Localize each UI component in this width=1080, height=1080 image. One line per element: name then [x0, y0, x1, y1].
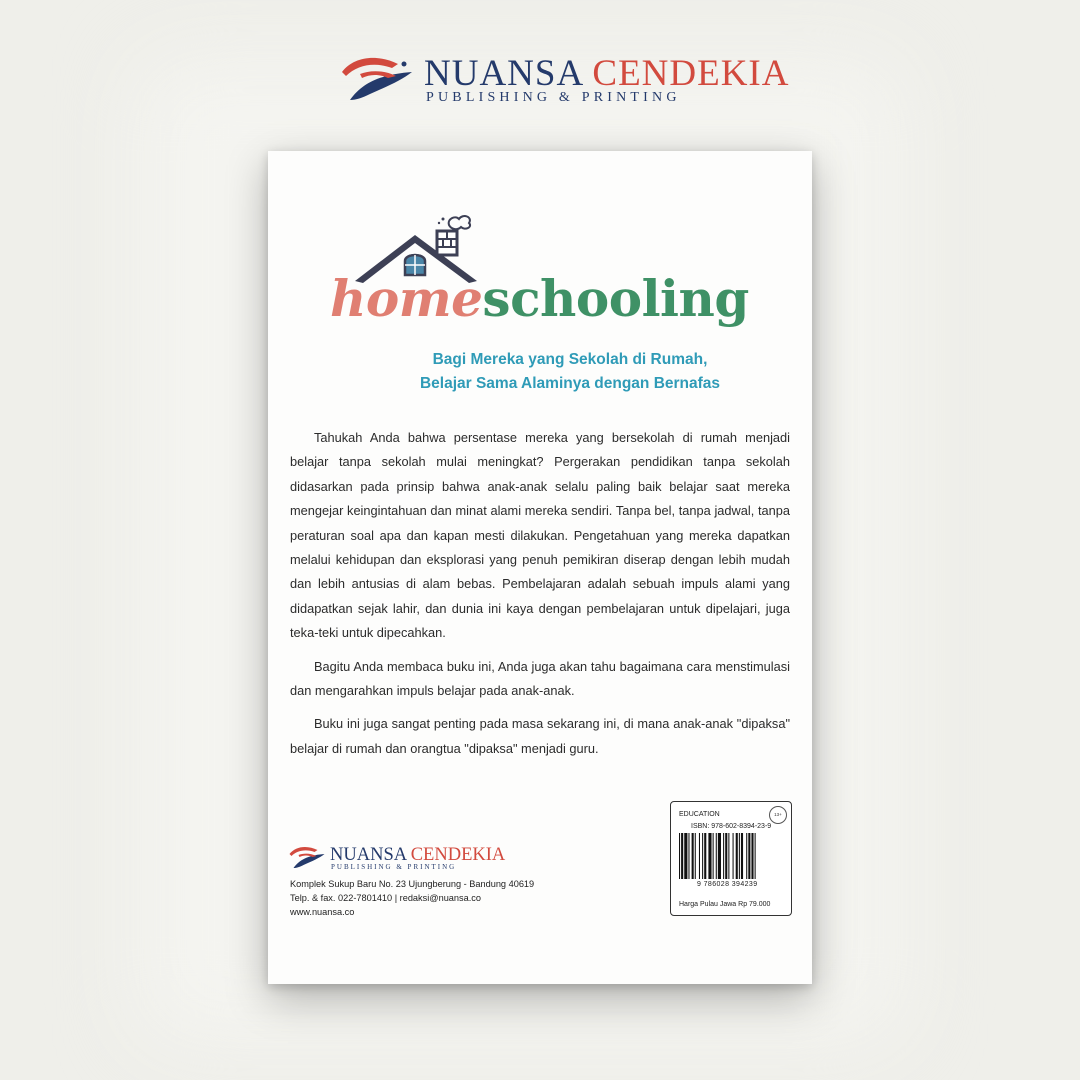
barcode-bar [713, 833, 714, 879]
book-subtitle [328, 348, 812, 396]
publisher-name-part2: CENDEKIA [592, 53, 790, 94]
back-publisher-name-part1: NUANSA [330, 845, 407, 865]
publisher-address [290, 877, 534, 919]
price-label: Harga Pulau Jawa Rp 79.000 [679, 901, 771, 908]
barcode-bar [681, 833, 683, 879]
barcode-bar [739, 833, 740, 879]
subtitle-line1: Bagi Mereka yang Sekolah di Rumah, [432, 351, 708, 368]
barcode-bar [723, 833, 724, 879]
blurb-paragraph: Tahukah Anda bahwa persentase mereka yang bersekolah di rumah menjadi belajar tanpa sekolah mulai meningkat? Pergerakan pendidikan tanpa sekolah didasarkan pada prinsip bahwa anak-anak selalu paling baik belajar saat mereka mengejar keingintahuan dan minat alami mereka sendiri. Tanpa bel, tanpa jadwal, tanpa peraturan soal apa dan kapan mesti dilakukan. Pengetahuan yang mereka dapatkan melalui kehidupan dan eksplorasi yang penuh pemikiran diserap dengan lebih mudah dan lebih antusias di alam bebas. Pembelajaran adalah sebuah impuls alami yang didapatkan sejak lahir, dan dunia ini kaya dengan pembelajaran untuk dipelajari, juga teka-teki untuk dipecahkan. [290, 430, 790, 641]
publisher-name [424, 54, 789, 94]
back-publisher-logo [288, 843, 518, 873]
barcode-icon [679, 833, 783, 879]
subtitle-line2: Belajar Sama Alaminya dengan Bernafas [419, 375, 721, 392]
publisher-name-part1: NUANSA [424, 53, 583, 94]
book-title-part2: schooling [482, 269, 749, 328]
category-label: EDUCATION [679, 811, 720, 818]
barcode-bar [695, 833, 696, 879]
publisher-logo [340, 50, 790, 110]
barcode-box [670, 801, 792, 916]
publisher-tagline: PUBLISHING & PRINTING [426, 90, 681, 105]
barcode-digits: 9 786028 394239 [697, 881, 758, 888]
back-publisher-name-part2: CENDEKIA [410, 845, 506, 865]
blurb [290, 426, 790, 770]
isbn-text: ISBN: 978-602-8394-23-9 [691, 823, 772, 830]
barcode-bar [733, 833, 734, 879]
barcode-bar [755, 833, 756, 879]
barcode-bar [679, 833, 680, 879]
barcode-bar [741, 833, 743, 879]
barcode-bar [688, 833, 689, 879]
website: www.nuansa.co [290, 907, 355, 917]
book-title-part1: home [330, 269, 483, 328]
barcode-bar [699, 833, 700, 879]
barcode-bar [746, 833, 747, 879]
book-title [330, 269, 790, 329]
barcode-bar [718, 833, 721, 879]
barcode-bar [725, 833, 727, 879]
barcode-bar [702, 833, 703, 879]
barcode-bar [716, 833, 717, 879]
swoosh-logo-icon [288, 843, 328, 871]
back-publisher-name [330, 845, 505, 865]
barcode-bar [692, 833, 694, 879]
address-line: Komplek Sukup Baru No. 23 Ujungberung - Bandung 40619 [290, 879, 535, 889]
barcode-bar [708, 833, 711, 879]
barcode-bar [748, 833, 750, 879]
barcode-bar [751, 833, 753, 879]
blurb-paragraph: Bagitu Anda membaca buku ini, Anda juga akan tahu bagaimana cara menstimulasi dan mengarahkan impuls belajar pada anak-anak. [290, 658, 790, 699]
contact-line: Telp. & fax. 022-7801410 | redaksi@nuansa.co [290, 893, 481, 903]
barcode-bar [684, 833, 687, 879]
barcode-bar [736, 833, 738, 879]
book-back-cover [268, 151, 812, 984]
barcode-bar [704, 833, 706, 879]
age-badge: 13+ [769, 806, 787, 824]
back-publisher-tagline: PUBLISHING & PRINTING [331, 863, 457, 871]
barcode-bar [728, 833, 729, 879]
swoosh-logo-icon [340, 50, 418, 106]
blurb-paragraph: Buku ini juga sangat penting pada masa sekarang ini, di mana anak-anak "dipaksa" belajar di rumah dan orangtua "dipaksa" menjadi guru. [290, 716, 790, 756]
